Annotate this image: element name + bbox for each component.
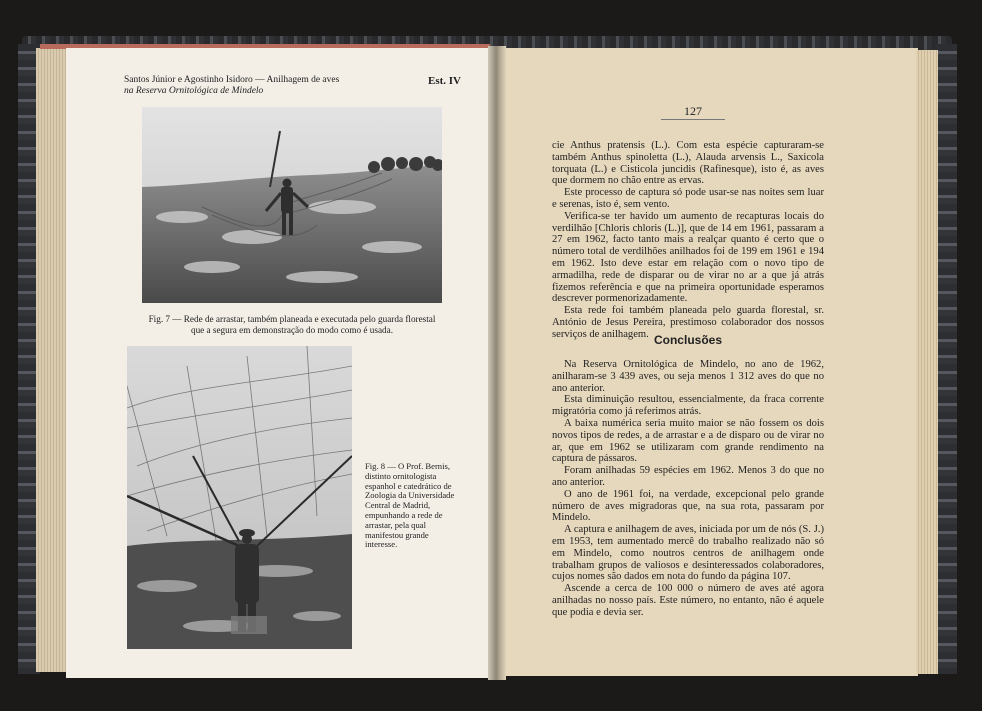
paragraph: A captura e anilhagem de aves, iniciada por um de nós (S. J.) em 1953, tem aumentado mercê do trabalho realizado não só em Mindelo, como noutros centros de anilhagem onde trabalham grupos de valiosos e desinteressados colaboradores, cujos nomes são dados em nota do fundo da página 107.: [552, 524, 824, 583]
caption-fig7-line1: Fig. 7 — Rede de arrastar, também planeada e executada pelo guarda florestal: [148, 314, 436, 324]
paragraph: Este processo de captura só pode usar-se nas noites sem luar e serenas, isto é, sem vento.: [552, 187, 824, 210]
photo-figure-7: [142, 107, 442, 303]
book-gutter: [488, 46, 506, 680]
paragraph: O ano de 1961 foi, na verdade, excepcional pelo grande número de aves migradoras que, na sua rota, passaram por Mindelo.: [552, 488, 824, 524]
page-number-rule: [661, 119, 725, 120]
body-text-conclusions: [552, 359, 824, 619]
paragraph: Verifica-se ter havido um aumento de recapturas locais do verdilhão [Chloris chloris (L.)], que de 14 em 1961, passaram a 27 em 1962, facto tanto mais a realçar quanto é certo que o número total de verdilhões anilhados foi de 199 em 1961 e 194 em 1962. Isto deve estar em relação com o novo tipo de armadilha, rede de disparar ou de virar no ar a que já atrás fizemos referência e que na primeira oportunidade esperamos descrever pormenorizadamente.: [552, 210, 824, 305]
page-edges-left: [36, 48, 70, 672]
section-heading-conclusions: Conclusões: [653, 333, 722, 347]
caption-fig7-line2: que a segura em demonstração do modo como é usada.: [190, 324, 394, 335]
left-page-header: [124, 75, 454, 97]
paragraph: Esta diminuição resultou, essencialmente, da fraca corrente migratória como já referimos atrás.: [552, 394, 824, 418]
paragraph: A baixa numérica seria muito maior se não fossem os dois novos tipos de redes, a de arrastar e a de disparo ou de virar no ar, que em 1962 se utilizaram com grande rendimento na captura de pássaros.: [552, 417, 824, 465]
book-cover-right: [935, 44, 957, 674]
header-authors-title: Santos Júnior e Agostinho Isidoro — Anilhagem de aves: [124, 75, 340, 85]
plate-label: Est. IV: [428, 75, 462, 87]
paragraph: Foram anilhadas 59 espécies em 1962. Menos 3 do que no ano anterior.: [552, 465, 824, 488]
body-text-intro: [552, 140, 824, 341]
caption-figure-8: Fig. 8 — O Prof. Bernis, distinto ornitologista espanhol e catedrático de Zoologia da Universidade Central de Madrid, empunhando a rede de arrastar, pela qual manifestou grande interesse.: [365, 461, 455, 550]
paragraph: Na Reserva Ornitológica de Mindelo, no ano de 1962, anilharam-se 3 439 aves, ou seja menos 1 312 aves do que no ano anterior.: [552, 359, 824, 394]
paragraph: Esta rede foi também planeada pelo guarda florestal, sr. António de Jesus Pereira, prestimoso colaborador dos nossos serviços de anilhagem.: [552, 305, 824, 340]
header-location: na Reserva Ornitológica de Mindelo: [124, 86, 264, 96]
paragraph: cie Anthus pratensis (L.). Com esta espécie capturaram-se também Anthus spinoletta (L.), Alauda arvensis L., Saxicola torquata (L.) e Cisticola juncidis (Rafinesque), isto é, as aves que dormem no chão entre as ervas.: [552, 140, 824, 187]
page-number: 127: [684, 104, 702, 118]
page-edges-right: [916, 50, 938, 674]
paragraph: Ascende a cerca de 100 000 o número de aves até agora anilhadas no nosso país. Este número, no entanto, não é aquele que podia e devia ser.: [552, 583, 824, 618]
photo-figure-8: [127, 346, 352, 649]
caption-figure-7: [142, 314, 442, 335]
